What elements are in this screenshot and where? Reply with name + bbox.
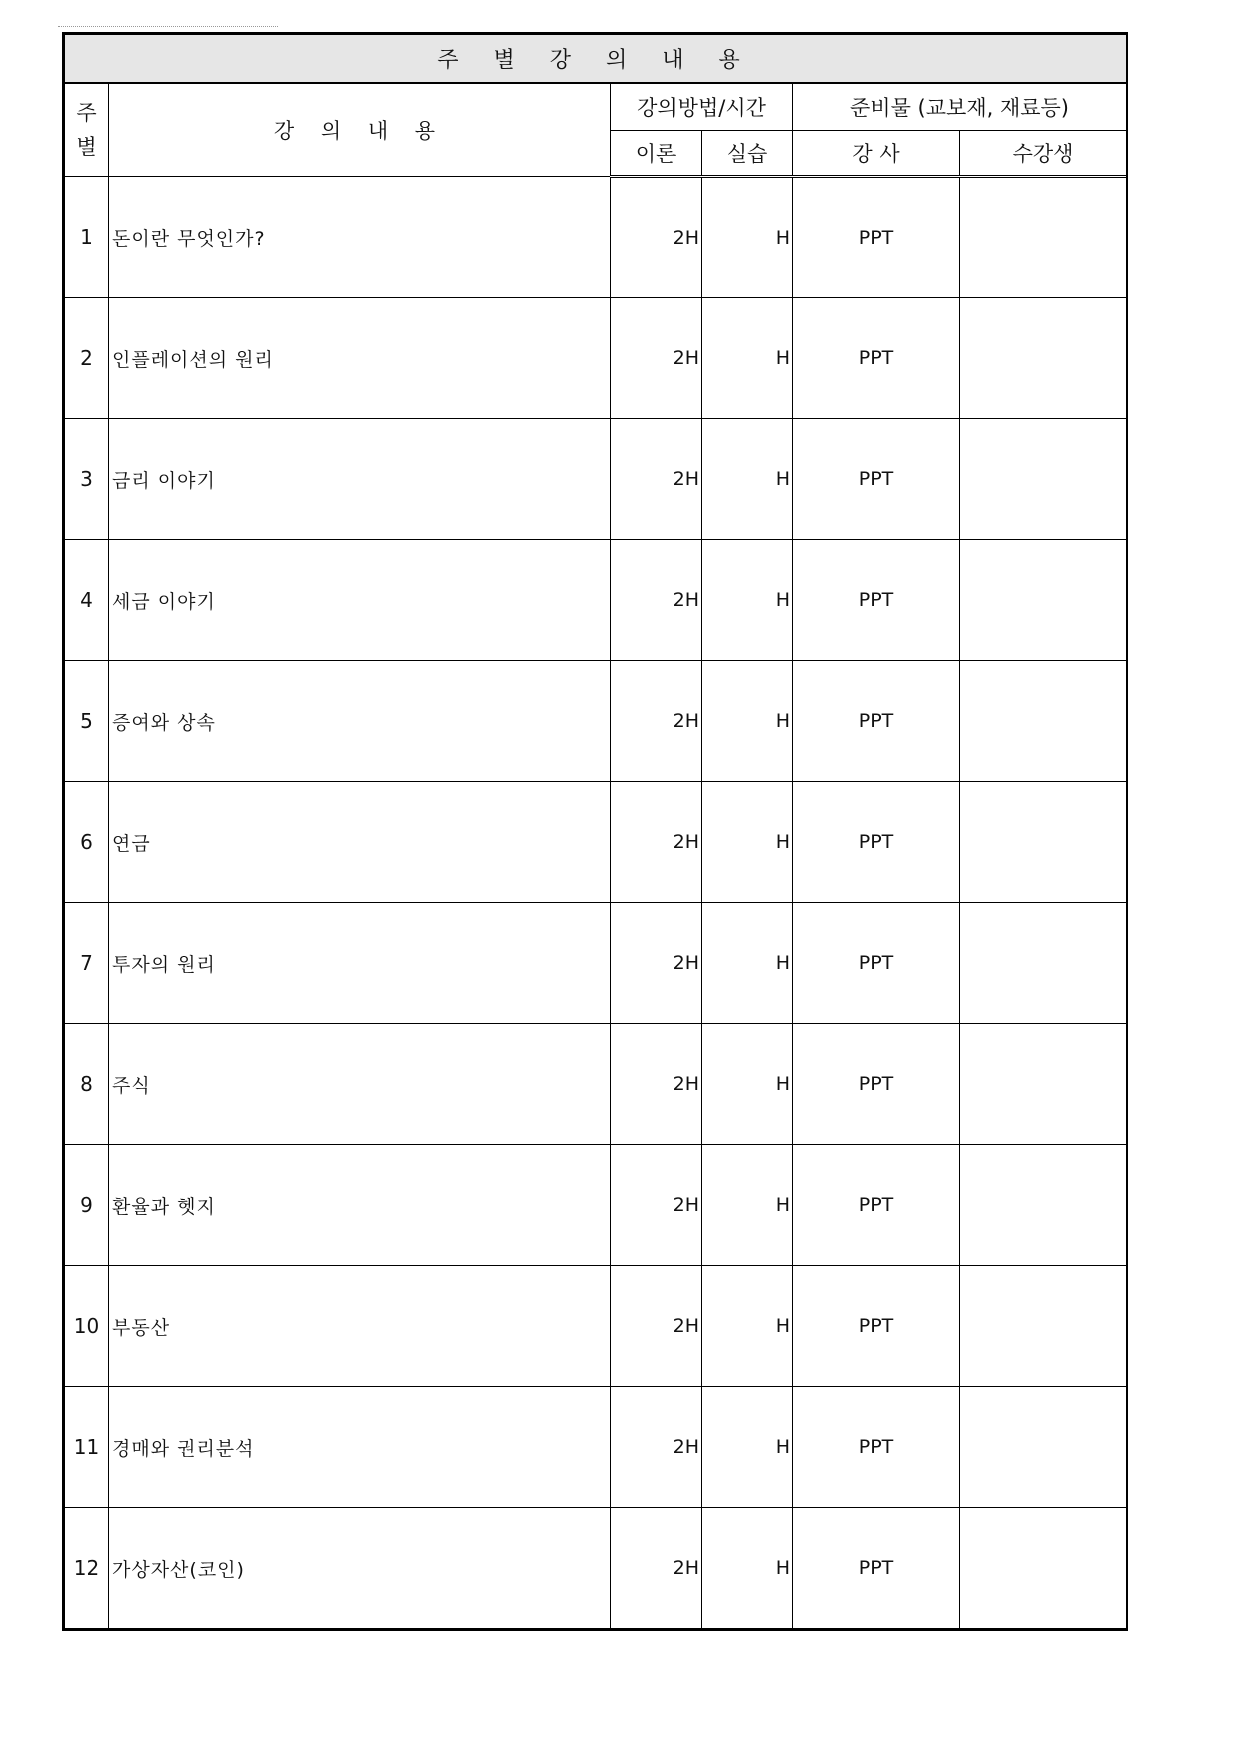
student-material [960, 1266, 1127, 1387]
header-row-1 [65, 83, 1127, 131]
theory-hours: 2H [611, 298, 702, 419]
practice-header: 실습 [702, 131, 793, 177]
instructor-material: PPT [793, 419, 960, 540]
practice-hours: H [702, 1508, 793, 1629]
practice-hours: H [702, 1145, 793, 1266]
table-title: 주 별 강 의 내 용 [65, 35, 1127, 83]
week-number: 2 [65, 298, 109, 419]
week-number: 1 [65, 177, 109, 298]
theory-hours: 2H [611, 540, 702, 661]
instructor-material: PPT [793, 177, 960, 298]
instructor-material: PPT [793, 661, 960, 782]
table-row [65, 1024, 1127, 1145]
table-row [65, 419, 1127, 540]
table-body [65, 177, 1127, 1629]
theory-hours: 2H [611, 1508, 702, 1629]
theory-hours: 2H [611, 177, 702, 298]
theory-hours: 2H [611, 419, 702, 540]
lecture-title: 돈이란 무엇인가? [109, 177, 611, 298]
instructor-material: PPT [793, 1508, 960, 1629]
practice-hours: H [702, 782, 793, 903]
student-material [960, 298, 1127, 419]
instructor-material: PPT [793, 1387, 960, 1508]
student-material [960, 1145, 1127, 1266]
week-header-line1: 주 [76, 100, 97, 125]
instructor-material: PPT [793, 540, 960, 661]
student-material [960, 661, 1127, 782]
weekly-lecture-table [62, 32, 1128, 1631]
student-material [960, 903, 1127, 1024]
week-number: 6 [65, 782, 109, 903]
instructor-material: PPT [793, 782, 960, 903]
table-row [65, 540, 1127, 661]
practice-hours: H [702, 1024, 793, 1145]
theory-hours: 2H [611, 661, 702, 782]
instructor-material: PPT [793, 298, 960, 419]
practice-hours: H [702, 903, 793, 1024]
table-title-row [65, 35, 1127, 83]
theory-hours: 2H [611, 903, 702, 1024]
content-column-header: 강 의 내 용 [109, 83, 611, 177]
practice-hours: H [702, 1266, 793, 1387]
student-material [960, 1508, 1127, 1629]
week-number: 7 [65, 903, 109, 1024]
lecture-title: 환율과 헷지 [109, 1145, 611, 1266]
student-header: 수강생 [960, 131, 1127, 177]
instructor-material: PPT [793, 1024, 960, 1145]
lecture-title: 연금 [109, 782, 611, 903]
lecture-title: 금리 이야기 [109, 419, 611, 540]
materials-header: 준비물 (교보재, 재료등) [793, 83, 1127, 131]
lecture-title: 가상자산(코인) [109, 1508, 611, 1629]
student-material [960, 419, 1127, 540]
lecture-title: 부동산 [109, 1266, 611, 1387]
table-row [65, 903, 1127, 1024]
lecture-title: 세금 이야기 [109, 540, 611, 661]
table-row [65, 661, 1127, 782]
practice-hours: H [702, 540, 793, 661]
week-header-line2: 별 [76, 134, 97, 159]
table-row [65, 782, 1127, 903]
table-row [65, 1145, 1127, 1266]
table-row [65, 298, 1127, 419]
lecture-title: 인플레이션의 원리 [109, 298, 611, 419]
theory-hours: 2H [611, 1145, 702, 1266]
table-row [65, 1508, 1127, 1629]
lecture-title: 주식 [109, 1024, 611, 1145]
practice-hours: H [702, 177, 793, 298]
week-number: 10 [65, 1266, 109, 1387]
table-row [65, 1387, 1127, 1508]
theory-hours: 2H [611, 1024, 702, 1145]
week-number: 11 [65, 1387, 109, 1508]
lecture-title: 증여와 상속 [109, 661, 611, 782]
student-material [960, 177, 1127, 298]
theory-header: 이론 [611, 131, 702, 177]
week-number: 12 [65, 1508, 109, 1629]
practice-hours: H [702, 419, 793, 540]
student-material [960, 540, 1127, 661]
student-material [960, 1387, 1127, 1508]
theory-hours: 2H [611, 1387, 702, 1508]
week-number: 8 [65, 1024, 109, 1145]
table-row [65, 177, 1127, 298]
week-column-header [65, 83, 109, 177]
instructor-header: 강 사 [793, 131, 960, 177]
week-number: 5 [65, 661, 109, 782]
method-time-header: 강의방법/시간 [611, 83, 793, 131]
week-number: 4 [65, 540, 109, 661]
lecture-title: 투자의 원리 [109, 903, 611, 1024]
theory-hours: 2H [611, 1266, 702, 1387]
practice-hours: H [702, 1387, 793, 1508]
student-material [960, 782, 1127, 903]
week-number: 9 [65, 1145, 109, 1266]
table-row [65, 1266, 1127, 1387]
lecture-title: 경매와 권리분석 [109, 1387, 611, 1508]
student-material [960, 1024, 1127, 1145]
theory-hours: 2H [611, 782, 702, 903]
instructor-material: PPT [793, 1145, 960, 1266]
week-number: 3 [65, 419, 109, 540]
practice-hours: H [702, 661, 793, 782]
instructor-material: PPT [793, 1266, 960, 1387]
instructor-material: PPT [793, 903, 960, 1024]
practice-hours: H [702, 298, 793, 419]
